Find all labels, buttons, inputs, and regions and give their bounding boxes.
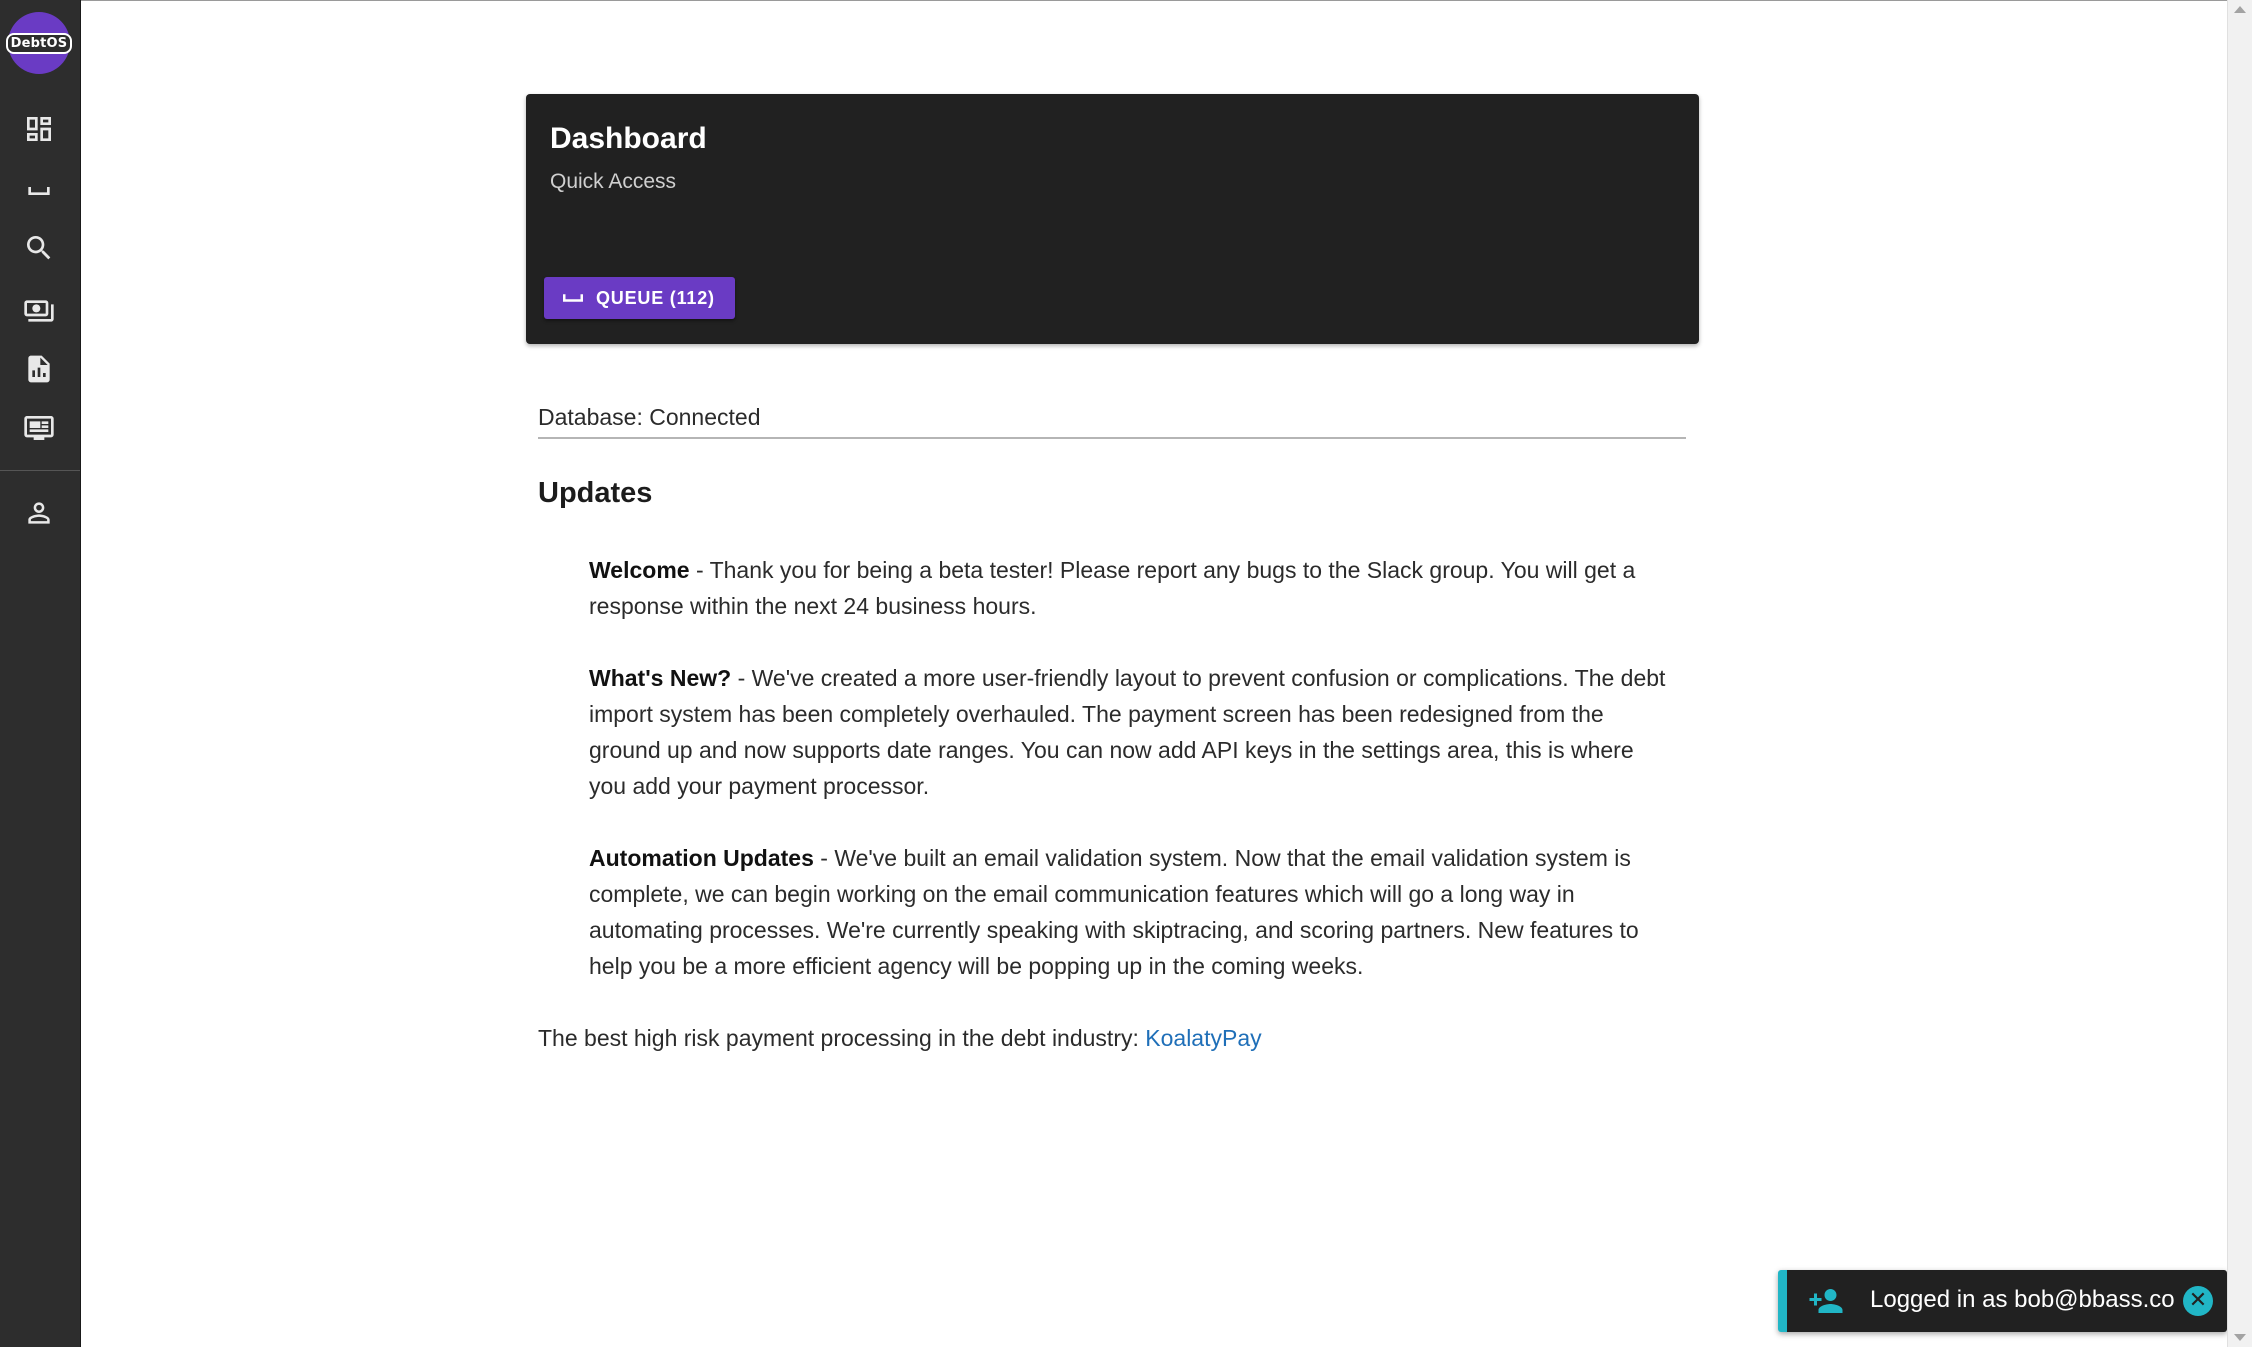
scroll-down-icon[interactable]: [2234, 1334, 2246, 1341]
toast-close-button[interactable]: [2183, 1286, 2213, 1316]
update-title: What's New?: [589, 665, 732, 691]
sidebar-item-monitor[interactable]: [20, 409, 58, 447]
app-logo[interactable]: [8, 12, 70, 74]
account-icon: [23, 497, 55, 529]
updates-heading: Updates: [538, 477, 653, 509]
reports-icon: [23, 353, 55, 385]
update-text: - We've built an email validation system. Now that the email validation system is complete, we can begin working on the email communication features which will go a long way in automating processes. We're currently speaking with skiptracing, and scoring partners. New features to help you be a more efficient agency will be popping up in the coming weeks.: [589, 845, 1639, 979]
queue-icon: [558, 283, 588, 313]
page-title: Dashboard: [550, 122, 707, 155]
scroll-up-icon[interactable]: [2234, 6, 2246, 13]
payments-icon: [23, 295, 55, 327]
sidebar-item-queue[interactable]: [20, 172, 58, 210]
footer-text: The best high risk payment processing in the debt industry:: [538, 1025, 1146, 1051]
login-toast: [1778, 1270, 2227, 1332]
top-border: [80, 0, 2228, 1]
close-icon: ✕: [2188, 1288, 2208, 1313]
user-connected-icon: [1807, 1283, 1845, 1319]
database-status: Database: Connected: [538, 404, 1686, 439]
sidebar: [0, 0, 81, 1347]
page-scrollbar[interactable]: [2227, 0, 2252, 1347]
dashboard-card: [526, 94, 1699, 344]
queue-button[interactable]: [544, 277, 735, 319]
sidebar-divider: [0, 470, 80, 471]
update-item-whats-new: [589, 660, 1669, 804]
sidebar-item-payments[interactable]: [20, 292, 58, 330]
monitor-icon: [23, 412, 55, 444]
sidebar-item-dashboard[interactable]: [20, 110, 58, 148]
update-item-welcome: [589, 552, 1669, 624]
koalatypay-link[interactable]: KoalatyPay: [1145, 1025, 1262, 1051]
footer-promo: [538, 1020, 1262, 1056]
quick-access-subtitle: Quick Access: [550, 170, 677, 193]
update-item-automation: [589, 840, 1669, 984]
update-title: Automation Updates: [589, 845, 814, 871]
sidebar-item-search[interactable]: [20, 229, 58, 267]
update-text: - Thank you for being a beta tester! Please report any bugs to the Slack group. You will get a response within the next 24 business hours.: [589, 557, 1636, 619]
sidebar-item-account[interactable]: [20, 494, 58, 532]
queue-icon: [23, 175, 55, 207]
update-text: - We've created a more user-friendly layout to prevent confusion or complications. The debt import system has been completely overhauled. The payment screen has been redesigned from the ground up and now supports date ranges. You can now add API keys in the settings area, this is where you add your payment processor.: [589, 665, 1666, 799]
queue-button-label: QUEUE (112): [596, 287, 715, 308]
sidebar-item-reports[interactable]: [20, 350, 58, 388]
dashboard-icon: [23, 113, 55, 145]
logo-text: DebtOS: [6, 33, 73, 54]
toast-message: Logged in as bob@bbass.co: [1870, 1286, 2175, 1313]
update-title: Welcome: [589, 557, 690, 583]
search-icon: [23, 232, 55, 264]
